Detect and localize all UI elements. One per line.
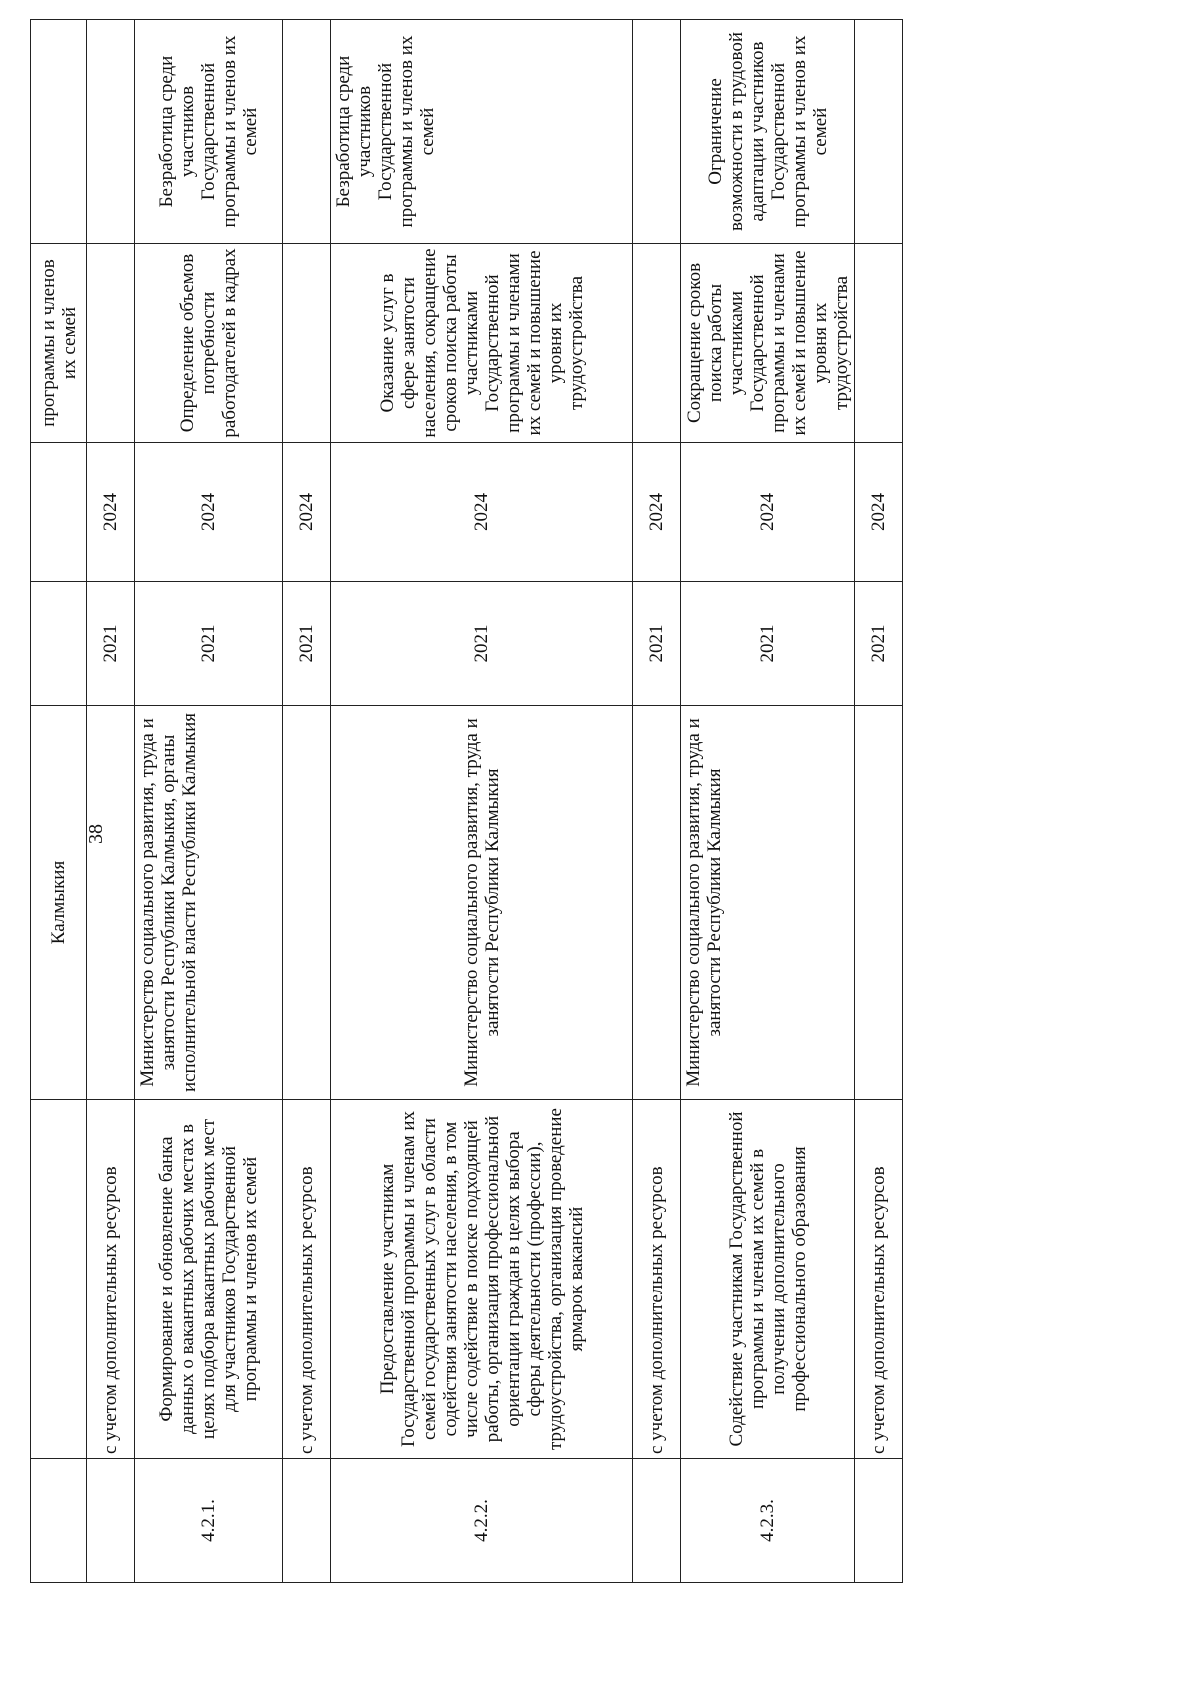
start-year: 2021	[681, 582, 855, 706]
rotated-page	[30, 31, 1140, 1624]
start-year: 2021	[135, 582, 283, 706]
item-result: Сокращение сроков поиска работы участниками Государственной программы и членами их семей и повышение уровня их трудоустройства	[681, 244, 855, 443]
program-table	[30, 19, 903, 1583]
item-risk: Ограничение возможности в трудовой адаптации участников Государственной программы и членов их семей	[681, 20, 855, 244]
end-year: 2024	[633, 443, 681, 582]
item-result: Определение объемов потребности работодателей в кадрах	[135, 244, 283, 443]
item-org: Министерство социального развития, труда и занятости Республики Калмыкия	[681, 706, 855, 1100]
item-number: 4.2.2.	[331, 1459, 633, 1583]
item-org: Министерство социального развития, труда и занятости Республики Калмыкия, органы исполнительной власти Республики Калмыкия	[135, 706, 283, 1100]
item-risk: Безработица среди участников Государственной программы и членов их семей	[331, 20, 633, 244]
table-row	[31, 20, 87, 1583]
table-row	[331, 20, 633, 1583]
start-year: 2021	[87, 582, 135, 706]
item-org: Министерство социального развития, труда и занятости Республики Калмыкия	[331, 706, 633, 1100]
page-number: 38	[85, 824, 107, 844]
resource-label: с учетом дополнительных ресурсов	[633, 1100, 681, 1459]
end-year: 2024	[855, 443, 903, 582]
table-row	[855, 20, 903, 1583]
item-description: Формирование и обновление банка данных о вакантных рабочих местах в целях подбора вакантных рабочих мест для участников Государственной программы и членов их семей	[135, 1100, 283, 1459]
item-description: Предоставление участникам Государственной программы и членам их семей государственных услуг в области содействия занятости населения, в том числе содействие в поиске подходящей работы, организация профессиональной ориентации граждан в целях выбора сферы деятельности (профессии), трудоустройства, организация проведение ярмарок вакансий	[331, 1100, 633, 1459]
resource-label: с учетом дополнительных ресурсов	[283, 1100, 331, 1459]
start-year: 2021	[633, 582, 681, 706]
item-description: Содействие участникам Государственной программы и членам их семей в получении дополнительного профессионального образования	[681, 1100, 855, 1459]
table-row	[681, 20, 855, 1583]
org-header-cell: Калмыкия	[31, 706, 87, 1100]
resource-label: с учетом дополнительных ресурсов	[855, 1100, 903, 1459]
item-result: Оказание услуг в сфере занятости населения, сокращение сроков поиска работы участниками Государственной программы и членами их семей и повышение уровня их трудоустройства	[331, 244, 633, 443]
end-year: 2024	[87, 443, 135, 582]
end-year: 2024	[331, 443, 633, 582]
start-year: 2021	[855, 582, 903, 706]
item-risk: Безработица среди участников Государственной программы и членов их семей	[135, 20, 283, 244]
item-number: 4.2.1.	[135, 1459, 283, 1583]
table-row	[283, 20, 331, 1583]
table-row	[633, 20, 681, 1583]
table-row	[135, 20, 283, 1583]
item-number: 4.2.3.	[681, 1459, 855, 1583]
end-year: 2024	[135, 443, 283, 582]
resource-label: с учетом дополнительных ресурсов	[87, 1100, 135, 1459]
table-row	[87, 20, 135, 1583]
end-year: 2024	[681, 443, 855, 582]
end-year: 2024	[283, 443, 331, 582]
start-year: 2021	[283, 582, 331, 706]
result-header-cell: программы и членов их семей	[31, 244, 87, 443]
start-year: 2021	[331, 582, 633, 706]
